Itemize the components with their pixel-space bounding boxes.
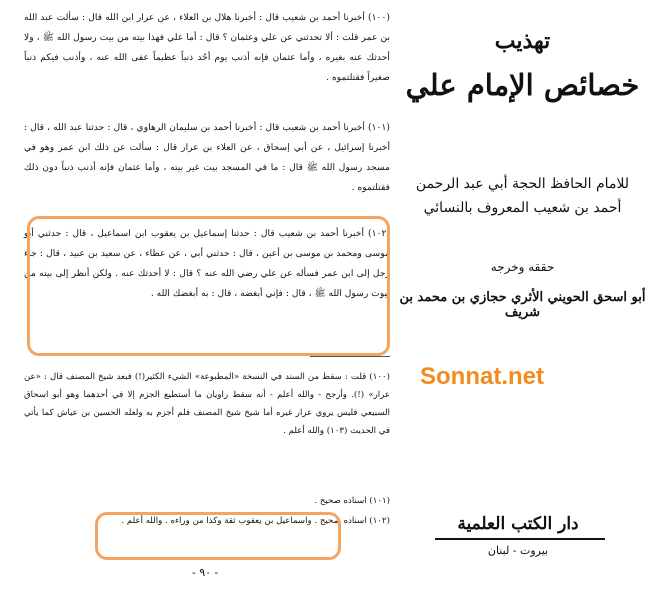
footnote-divider <box>310 356 390 357</box>
highlight-hadith-102 <box>27 216 390 356</box>
publisher-name: دار الكتب العلمية <box>457 514 579 534</box>
hadith-100-text: (١٠٠) أخبرنا أحمد بن شعيب قال : أخبرنا هلال بن العلاء ، عن عرار ابن الله قال : سألت عبد الله بن عمر قلت : ألا تحدثني عن علي وعثمان ؟ قال : أما علي فهذا بيته من بيت رسول الله ﷺ ، ولا أحدثك عنه بغيره ، وأما عثمان فإنه أذنب يوم أحُد ذنباً عظيماً عفى الله عنه ، وأذنب فيكم ذنباً صغيراً فقتلتموه . <box>24 12 390 83</box>
hadith-100 <box>24 8 390 88</box>
publisher-rule <box>435 538 605 540</box>
title-page <box>395 0 656 590</box>
author-line-2: أحمد بن شعيب المعروف بالنسائي <box>423 200 622 216</box>
hadith-101-text: (١٠١) أخبرنا أحمد بن شعيب قال : أخبرنا أحمد بن سليمان الرهاوي ، قال : حدثنا عبد الله ، قال : أخبرنا إسرائيل ، عن أبي إسحاق ، عن العلاء بن عرار قال : سألت عن ذلك ابن عمر وهو في مسجد رسول الله ﷺ قال : ما في المسجد بيت غير بيته ، وأما عثمان فإنه أذنب ذنباً دون ذلك فقتلتموه . <box>24 122 390 193</box>
book-title-line-2: خصائص الإمام علي <box>405 68 640 102</box>
footnote-100 <box>24 368 390 440</box>
footnote-101 <box>24 492 390 510</box>
page-number: - ٩٠ - <box>192 566 219 579</box>
footnote-101-text: (١٠١) اسناده صحيح . <box>314 496 390 506</box>
watermark-text: Sonnat.net <box>420 363 544 390</box>
author-line-1: للامام الحافظ الحجة أبي عبد الرحمن <box>415 176 630 192</box>
publisher-location: بيروت - لبنان <box>487 544 549 557</box>
editor-label: حققه وخرجه <box>490 260 555 274</box>
footnote-100-text: (١٠٠) قلت : سقط من السند في النسخة «المطبوعة» الشيء الكثير(!) فبعد شيخ المصنف قال : «عن عرار» (!). وأرجح - والله أعلم - أنه سقط راويان ما أستطيع الجزم إلا في أحدهما وهو أبو اسحاق السبيعي فليس يروي عرار غيره أما شيخ شيخ المصنف فلم أجزم به ولعله الحسين بن عياش كما يأتي في الحديث (١٠٣) والله أعلم . <box>24 372 390 436</box>
editor-name: أبو اسحق الحويني الأثري حجازي بن محمد بن شريف <box>399 290 646 320</box>
hadith-102-text: (١٠٢) أخبرنا أحمد بن شعيب قال : حدثنا إسماعيل بن يعقوب ابن اسماعيل ، قال : حدثني أبو موسى ومحمد بن موسى بن أعين ، قال : حدثني أبي ، عن عطاء ، عن سعيد بن عبيد ، قال : جاء رجل إلى ابن عمر فسأله عن علي رضي الله عنه ؟ قال : لا أحدثك عنه . ولكن أنظر إلى بيته من بيوت رسول الله ﷺ ، قال : فإني أبغضه ، قال : به أبغضك الله . <box>24 228 390 299</box>
book-title-line-1: تهذيب <box>494 28 551 54</box>
highlight-footnote-102 <box>95 512 341 560</box>
hadith-101 <box>24 118 390 198</box>
footnote-102-text: (١٠٢) اسناده صحيح . واسماعيل بن يعقوب ثقة وكذا من وراءه . والله أعلم . <box>121 516 390 526</box>
